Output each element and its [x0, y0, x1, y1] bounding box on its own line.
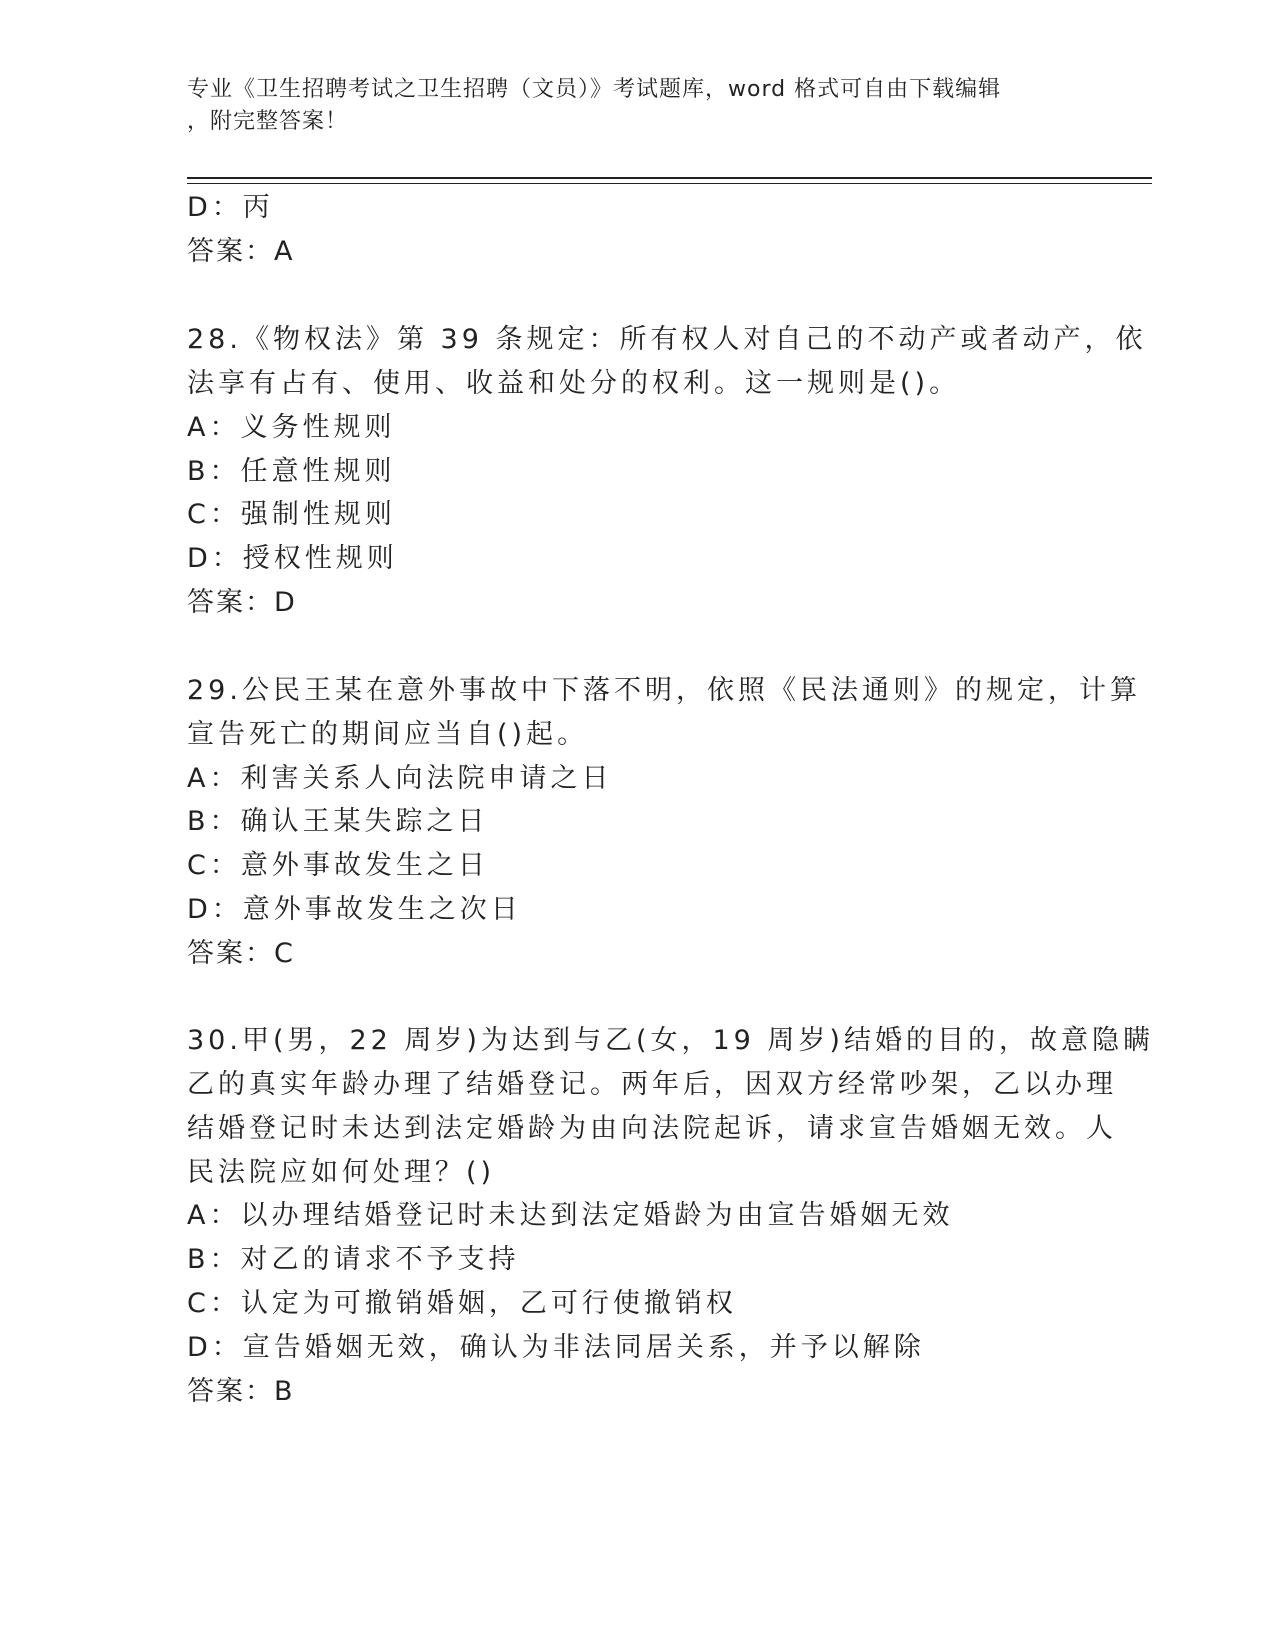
q29-stem-line-2: 宣告死亡的期间应当自()起。: [187, 719, 589, 750]
header-rule-thick: [187, 177, 1152, 179]
q30-stem-line-4: 民法院应如何处理？(): [187, 1157, 496, 1188]
q30-answer: 答案：B: [187, 1376, 295, 1407]
q28-option-c: C：强制性规则: [187, 499, 396, 530]
q29-option-c: C：意外事故发生之日: [187, 850, 489, 881]
q29-answer: 答案：C: [187, 938, 295, 969]
q28-option-d: D：授权性规则: [187, 543, 398, 574]
q30-option-b: B：对乙的请求不予支持: [187, 1244, 520, 1275]
q28-option-a: A：义务性规则: [187, 412, 396, 443]
q28-option-b: B：任意性规则: [187, 456, 396, 487]
prev-answer: 答案：A: [187, 236, 295, 267]
header-line-2: ，附完整答案！: [187, 109, 349, 134]
q29-option-b: B：确认王某失踪之日: [187, 806, 489, 837]
q30-option-d: D：宣告婚姻无效，确认为非法同居关系，并予以解除: [187, 1332, 925, 1363]
q30-stem-line-2: 乙的真实年龄办理了结婚登记。两年后，因双方经常吵架，乙以办理: [187, 1069, 1117, 1100]
q29-stem-line-1: 29.公民王某在意外事故中下落不明，依照《民法通则》的规定，计算: [187, 675, 1141, 706]
header-rule-thin: [187, 183, 1152, 184]
q30-option-c: C：认定为可撤销婚姻，乙可行使撤销权: [187, 1288, 737, 1319]
q30-stem-line-3: 结婚登记时未达到法定婚龄为由向法院起诉，请求宣告婚姻无效。人: [187, 1113, 1117, 1144]
header-line-1: 专业《卫生招聘考试之卫生招聘（文员）》考试题库，word 格式可自由下载编辑: [187, 77, 1002, 102]
q30-stem-line-1: 30.甲(男，22 周岁)为达到与乙(女，19 周岁)结婚的目的，故意隐瞒: [187, 1025, 1154, 1056]
q28-stem-line-1: 28.《物权法》第 39 条规定：所有权人对自己的不动产或者动产，依: [187, 324, 1147, 355]
prev-option-d: D：丙: [187, 192, 274, 223]
q29-option-a: A：利害关系人向法院申请之日: [187, 763, 613, 794]
q30-option-a: A：以办理结婚登记时未达到法定婚龄为由宣告婚姻无效: [187, 1200, 954, 1231]
q28-stem-line-2: 法享有占有、使用、收益和处分的权利。这一规则是()。: [187, 368, 961, 399]
q28-answer: 答案：D: [187, 587, 297, 618]
page-header: [187, 74, 1087, 138]
q29-option-d: D：意外事故发生之次日: [187, 894, 522, 925]
